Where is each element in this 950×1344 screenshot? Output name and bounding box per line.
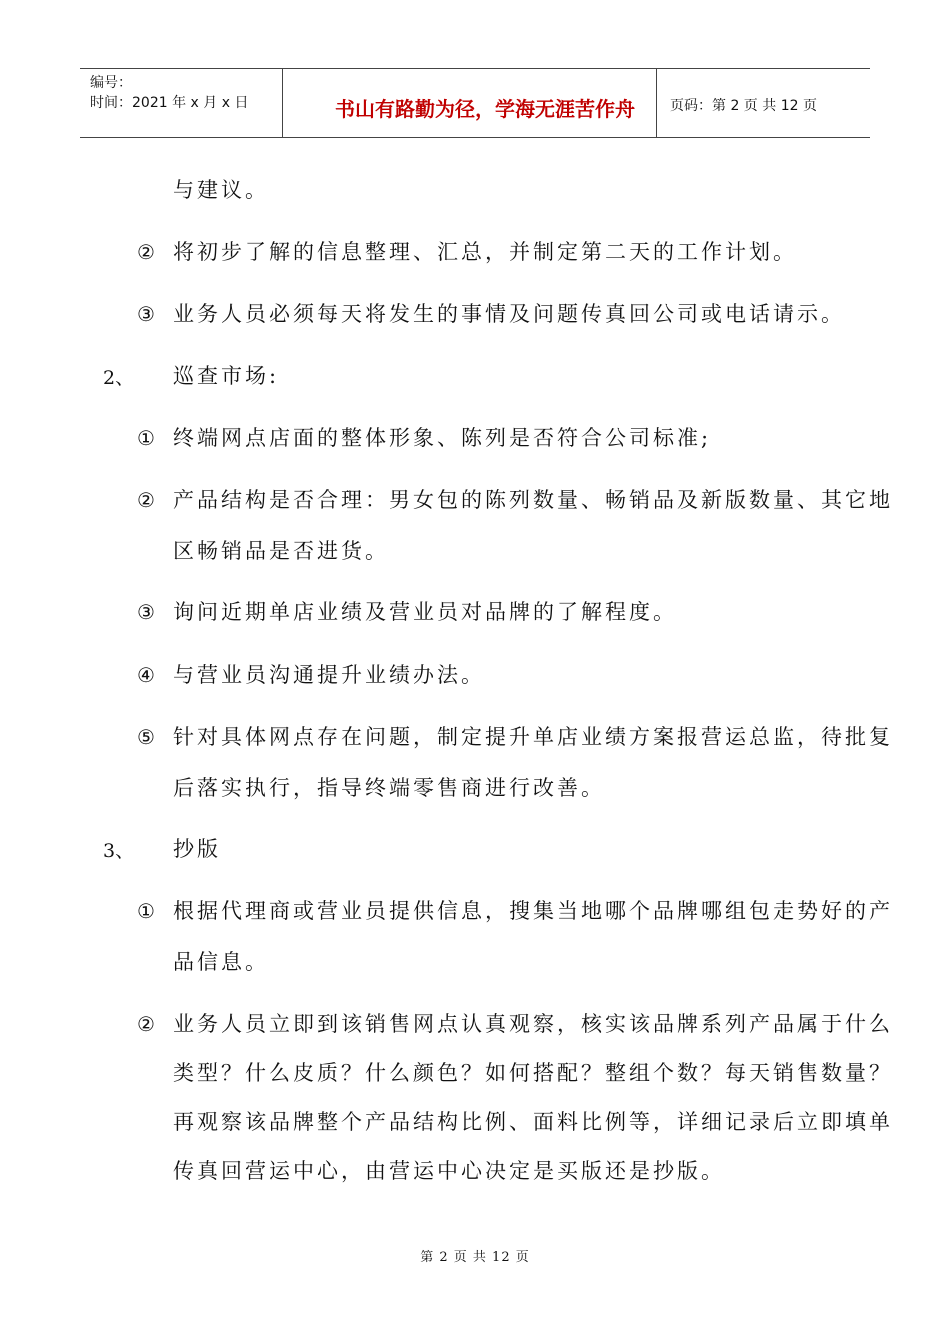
item-marker: ② — [137, 488, 155, 512]
header-divider — [282, 69, 283, 137]
doc-date: 时间：2021 年 x 月 x 日 — [90, 95, 249, 111]
paragraph-line: 与营业员沟通提升业绩办法。 — [173, 663, 485, 687]
item-marker: ⑤ — [137, 725, 155, 749]
paragraph-line: 与建议。 — [173, 178, 269, 202]
section-number: 3、 — [103, 840, 135, 862]
header-motto: 书山有路勤为径，学海无涯苦作舟 — [335, 97, 635, 121]
paragraph-line: 后落实执行，指导终端零售商进行改善。 — [173, 776, 605, 800]
item-marker: ③ — [137, 302, 155, 326]
paragraph-line: 业务人员立即到该销售网点认真观察，核实该品牌系列产品属于什么 — [173, 1012, 893, 1036]
paragraph-line: 将初步了解的信息整理、汇总，并制定第二天的工作计划。 — [173, 240, 797, 264]
paragraph-line: 针对具体网点存在问题，制定提升单店业绩方案报营运总监，待批复 — [173, 725, 893, 749]
section-heading: 抄版 — [173, 837, 221, 861]
page-header — [80, 68, 870, 138]
paragraph-line: 询问近期单店业绩及营业员对品牌的了解程度。 — [173, 600, 677, 624]
section-heading: 巡查市场: — [173, 364, 280, 388]
doc-id-label: 编号： — [90, 75, 132, 91]
paragraph-line: 业务人员必须每天将发生的事情及问题传真回公司或电话请示。 — [173, 302, 845, 326]
section-number: 2、 — [103, 367, 135, 389]
header-meta — [90, 73, 248, 113]
page-footer: 第 2 页 共 12 页 — [420, 1250, 530, 1265]
paragraph-line: 终端网点店面的整体形象、陈列是否符合公司标准; — [173, 426, 712, 450]
paragraph-line: 品信息。 — [173, 950, 269, 974]
item-marker: ① — [137, 899, 155, 923]
paragraph-line: 产品结构是否合理：男女包的陈列数量、畅销品及新版数量、其它地 — [173, 488, 893, 512]
item-marker: ① — [137, 426, 155, 450]
paragraph-line: 再观察该品牌整个产品结构比例、面料比例等，详细记录后立即填单 — [173, 1110, 893, 1134]
item-marker: ② — [137, 240, 155, 264]
item-marker: ② — [137, 1012, 155, 1036]
item-marker: ③ — [137, 600, 155, 624]
paragraph-line: 根据代理商或营业员提供信息，搜集当地哪个品牌哪组包走势好的产 — [173, 899, 893, 923]
paragraph-line: 类型？什么皮质？什么颜色？如何搭配？整组个数？每天销售数量？ — [173, 1061, 893, 1085]
paragraph-line: 传真回营运中心，由营运中心决定是买版还是抄版。 — [173, 1159, 725, 1183]
item-marker: ④ — [137, 663, 155, 687]
paragraph-line: 区畅销品是否进货。 — [173, 539, 389, 563]
header-page-info: 页码：第 2 页 共 12 页 — [670, 98, 817, 114]
